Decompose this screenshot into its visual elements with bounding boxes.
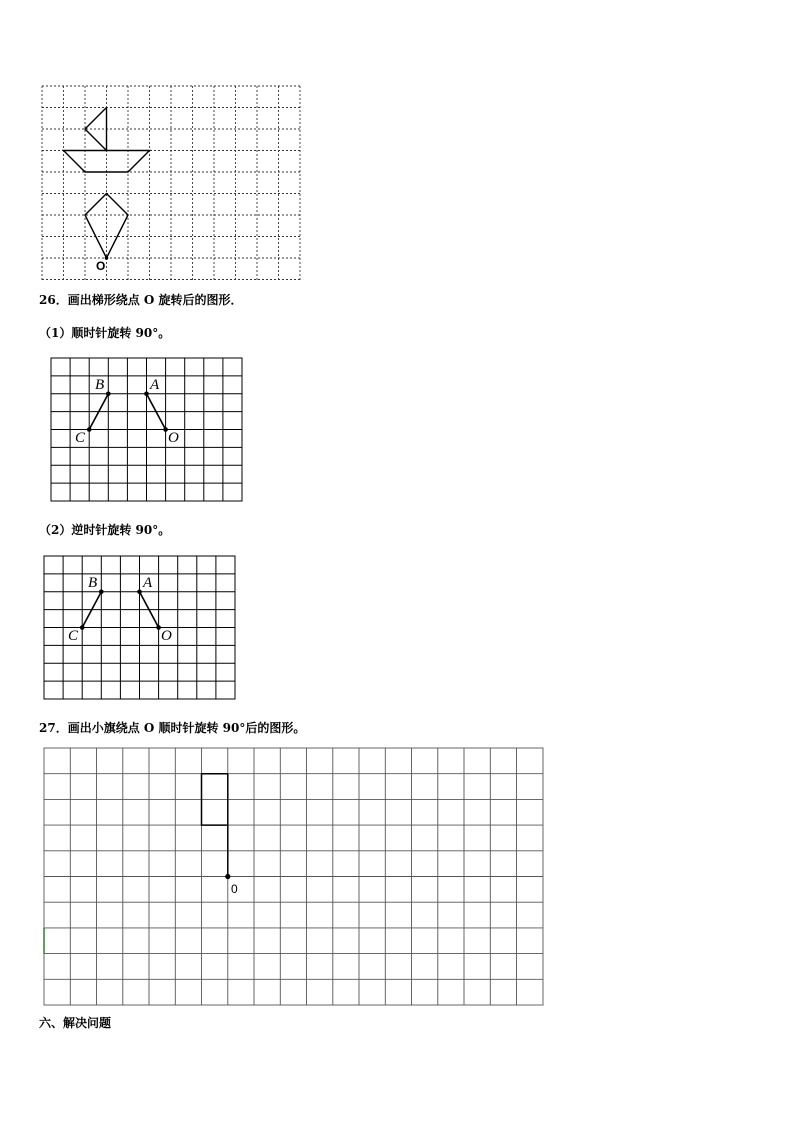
flag-shape	[202, 774, 228, 877]
grid-27	[44, 748, 544, 1006]
label-o: O	[168, 430, 179, 446]
point-b	[106, 391, 111, 396]
question-26-title: 26．画出梯形绕点 O 旋转后的图形．	[39, 293, 243, 307]
question-26-part2: （2）逆时针旋转 90°。	[39, 523, 171, 537]
label-c: C	[68, 628, 79, 644]
label-a: A	[143, 575, 153, 591]
top-figure-grid	[42, 86, 300, 280]
dashed-grid	[42, 86, 300, 280]
flag-point-label: 0	[231, 882, 238, 896]
label-o: O	[161, 628, 172, 644]
label-b: B	[88, 575, 98, 591]
section-6-title: 六、解决问题	[39, 1016, 112, 1030]
point-c	[80, 625, 85, 630]
label-b: B	[95, 377, 105, 393]
point-c	[87, 427, 92, 432]
label-a: A	[150, 377, 160, 393]
label-c: C	[75, 430, 86, 446]
question-26-part1: （1）顺时针旋转 90°。	[39, 326, 171, 340]
point-b	[99, 589, 104, 594]
question-27-title: 27．画出小旗绕点 O 顺时针旋转 90°后的图形。	[39, 721, 306, 735]
top-figure-point-label: O	[96, 259, 106, 273]
point-o	[225, 874, 230, 879]
point-a	[137, 589, 142, 594]
point-a	[144, 391, 149, 396]
